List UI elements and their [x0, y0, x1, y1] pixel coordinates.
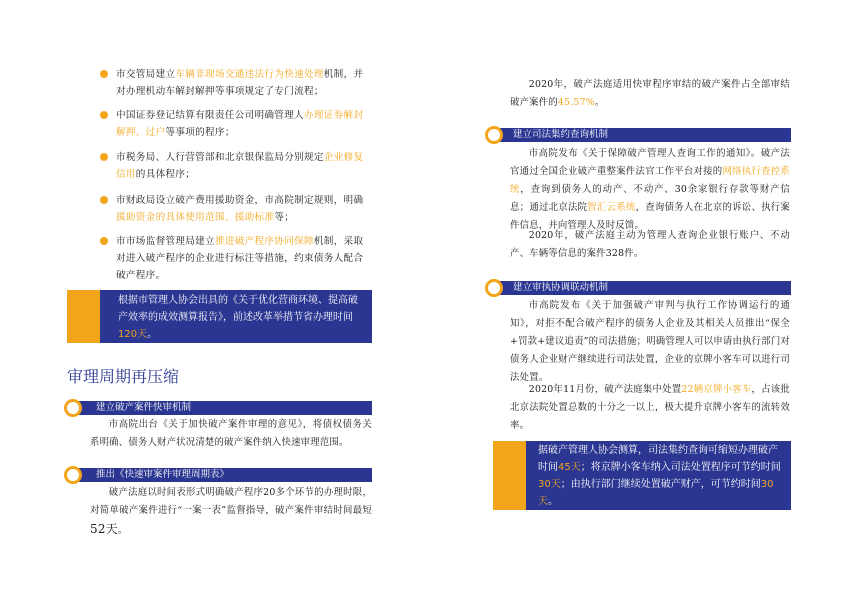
text-run: 市财政局设立破产费用援助资金，市高院制定规则，明确	[116, 195, 364, 206]
text-run: 机制，并对办理机动车解封解押等事项规定了专门流程；	[116, 69, 364, 97]
text-run: 机制，采取对进入破产程序的企业进行标注等措施，约束债务人配合破产程序。	[116, 236, 364, 281]
bullet-text	[116, 149, 372, 183]
section-title: 建立审执协调联动机制	[513, 282, 609, 293]
section-title: 建立司法集约查询机制	[513, 129, 609, 140]
section-bar-query	[493, 128, 791, 142]
text-run: 等事项的程序；	[165, 127, 235, 138]
text-run: ；由执行部门继续处置破产财产，可节约时间	[560, 479, 761, 490]
ring-icon	[485, 279, 503, 297]
ring-icon	[64, 399, 82, 417]
paragraph: 市高院出台《关于加快破产案件审理的意见》，将债权债务关系明确、债务人财产状况清楚的破产案件纳入快速审理范围。	[90, 419, 372, 448]
highlight-text: 智汇云系统	[587, 202, 636, 213]
section-heading: 审理周期再压缩	[67, 367, 180, 386]
highlight-text: 30天	[538, 479, 774, 507]
section-title: 建立破产案件快审机制	[96, 402, 192, 413]
paragraph	[510, 381, 790, 435]
bullet-text	[116, 66, 372, 100]
text-run: 据破产管理人协会测算，司法集约查询可缩短办理破产时间	[538, 445, 778, 473]
paragraph	[90, 484, 372, 540]
text-run: 。	[594, 97, 605, 108]
paragraph-text: 破产法庭以时间表形式明确破产程序20多个环节的办理时限，对简单破产案件进行“一案一表”监督指导，破产案件审结时间最短	[90, 487, 372, 516]
bullet-dot	[100, 196, 108, 204]
paragraph: 市高院发布《关于加强破产审判与执行工作协调运行的通知》，对拒不配合破产程序的债务人企业及其相关人员推出“保全+罚款+建议追责”的司法措施；明确管理人可以申请由执行部门对债务人企业财产继续进行司法处置，企业的京牌小客车可以进行司法处置。	[510, 300, 790, 383]
callout-accent-bar	[493, 441, 526, 510]
text-run: 市税务局、人行营管部和北京银保监局分别规定	[116, 152, 324, 163]
section-bar-timetable	[72, 468, 372, 482]
bullet-item-4	[100, 192, 372, 226]
highlight-text: 办理证券解封解押、过户	[116, 110, 364, 138]
paragraph	[510, 76, 790, 112]
text-run: 2020年，破产法庭适用快审程序审结的破产案件占全部审结破产案件的	[510, 79, 790, 108]
paragraph: 2020年，破产法庭主动为管理人查询企业银行账户、不动产、车辆等信息的案件328件。	[510, 230, 790, 259]
text-run: 。	[548, 496, 558, 507]
highlight-text: 车辆非现场交通违法行为快速处理	[175, 69, 324, 80]
bullet-text	[116, 107, 372, 141]
text-run: 中国证券登记结算有限责任公司明确管理人	[116, 110, 304, 121]
bullet-item-1	[100, 66, 372, 100]
paragraph-end: 。	[117, 525, 128, 536]
savings-callout	[526, 441, 791, 510]
callout-text	[118, 292, 363, 343]
text-run: ，查询债务人在北京的诉讼、执行案件信息，并向管理人及时反馈。	[510, 202, 790, 231]
text-run: ；将京牌小客车纳入司法处置程序可节约时间	[580, 462, 781, 473]
text-run: 。	[147, 329, 158, 340]
paragraph	[510, 145, 790, 235]
section-bar-fast-trial	[72, 401, 372, 415]
highlight-text: 22辆京牌小客车	[681, 384, 752, 395]
bullet-item-5	[100, 233, 372, 283]
text-run: 等；	[274, 212, 295, 223]
highlight-text: 推进破产程序协同保障	[214, 236, 314, 247]
section-title: 推出《快速审案件审理周期表》	[96, 469, 230, 480]
callout-accent-bar	[67, 290, 100, 343]
highlight-text: 45.57%	[557, 97, 595, 108]
text-run: ，查询到债务人的动产、不动产、30余家银行存款等财产信息；通过北京法院	[510, 184, 790, 213]
shortest-days: 52天	[90, 522, 118, 536]
highlight-text: 援助资金的具体使用范围、援助标准	[116, 212, 275, 223]
text-run: 2020年11月份，破产法庭集中处置	[528, 384, 682, 395]
text-run: 根据市管理人协会出具的《关于优化营商环境、提高破产效率的成效测算报告》，前述改革举措节省办理时间	[118, 295, 358, 323]
text-run: 市交管局建立	[116, 69, 176, 80]
bullet-dot	[100, 237, 108, 245]
highlight-text: 45天	[558, 462, 581, 473]
bullet-dot	[100, 153, 108, 161]
text-run: 市高院发布《关于保障破产管理人查询工作的通知》。破产法官通过全国企业破产重整案件法官工作平台对接的	[510, 148, 790, 177]
text-run: 市市场监督管理局建立	[116, 236, 215, 247]
callout-text	[538, 442, 783, 510]
ring-icon	[485, 126, 503, 144]
bullet-text	[116, 192, 372, 226]
text-run: 的具体程序；	[135, 169, 196, 180]
highlight-text: 企业修复信用	[116, 152, 364, 180]
bullet-item-2	[100, 107, 372, 141]
highlight-text: 30天	[538, 479, 561, 490]
bullet-dot	[100, 70, 108, 78]
bullet-text	[116, 233, 372, 284]
ring-icon	[64, 466, 82, 484]
highlight-text: 120天	[118, 329, 148, 340]
text-run: ，占该批北京法院处置总数的十分之一以上，极大提升京牌小客车的流转效率。	[510, 384, 790, 431]
section-bar-coordination	[493, 281, 791, 295]
bullet-dot	[100, 111, 108, 119]
efficiency-callout	[100, 290, 372, 343]
highlight-text: 网络执行查控系统	[510, 166, 790, 195]
bullet-item-3	[100, 149, 372, 183]
